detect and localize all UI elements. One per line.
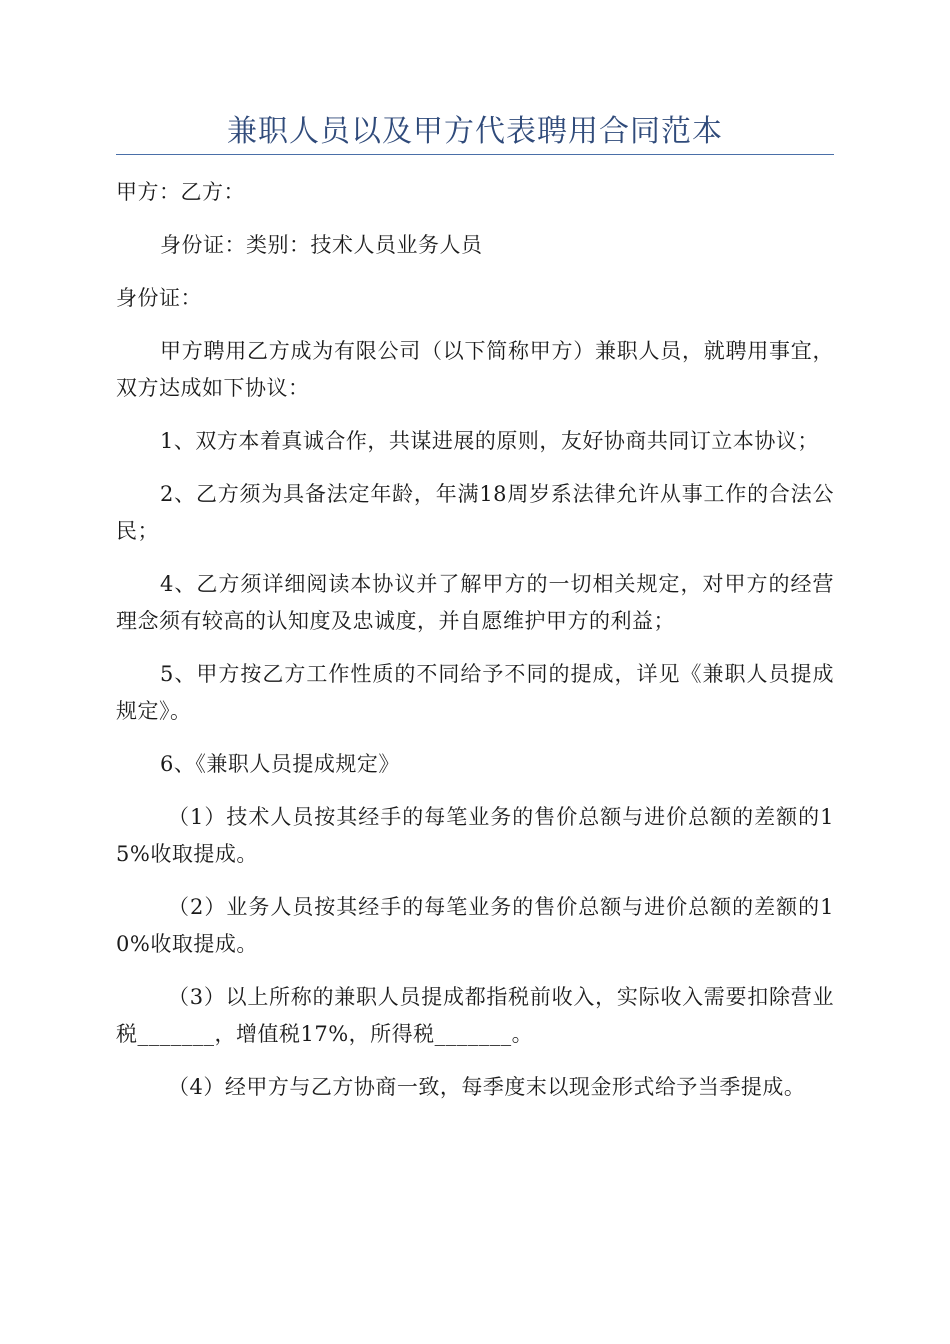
paragraph-party-line: 甲方：乙方：: [116, 180, 245, 204]
paragraph-subclause-4: （4）经甲方与乙方协商一致，每季度末以现金形式给予当季提成。: [168, 1075, 806, 1099]
document-body: [116, 174, 834, 1122]
paragraph-clause-1: 1、双方本着真诚合作，共谋进展的原则，友好协商共同订立本协议；: [160, 429, 819, 453]
paragraph-subclause-3: （3）以上所称的兼职人员提成都指税前收入，实际收入需要扣除营业税_______，增值税17%，所得税_______。: [116, 985, 834, 1046]
paragraph-clause-4: 4、乙方须详细阅读本协议并了解甲方的一切相关规定，对甲方的经营理念须有较高的认知度及忠诚度，并自愿维护甲方的利益；: [116, 572, 834, 633]
paragraph-id: 身份证：: [116, 286, 202, 310]
paragraph-clause-5: 5、甲方按乙方工作性质的不同给予不同的提成，详见《兼职人员提成规定》。: [116, 662, 834, 723]
document-title: 兼职人员以及甲方代表聘用合同范本: [227, 114, 723, 149]
paragraph-subclause-2: （2）业务人员按其经手的每笔业务的售价总额与进价总额的差额的10%收取提成。: [116, 895, 834, 956]
paragraph-intro: 甲方聘用乙方成为有限公司（以下简称甲方）兼职人员，就聘用事宜，双方达成如下协议：: [116, 339, 834, 400]
paragraph-subclause-1: （1）技术人员按其经手的每笔业务的售价总额与进价总额的差额的15%收取提成。: [116, 805, 834, 866]
paragraph-id-category: 身份证：类别：技术人员业务人员: [160, 233, 483, 257]
title-underline: [116, 154, 834, 155]
paragraph-clause-2: 2、乙方须为具备法定年龄，年满18周岁系法律允许从事工作的合法公民；: [116, 482, 834, 543]
paragraph-clause-6: 6、《兼职人员提成规定》: [160, 752, 400, 776]
